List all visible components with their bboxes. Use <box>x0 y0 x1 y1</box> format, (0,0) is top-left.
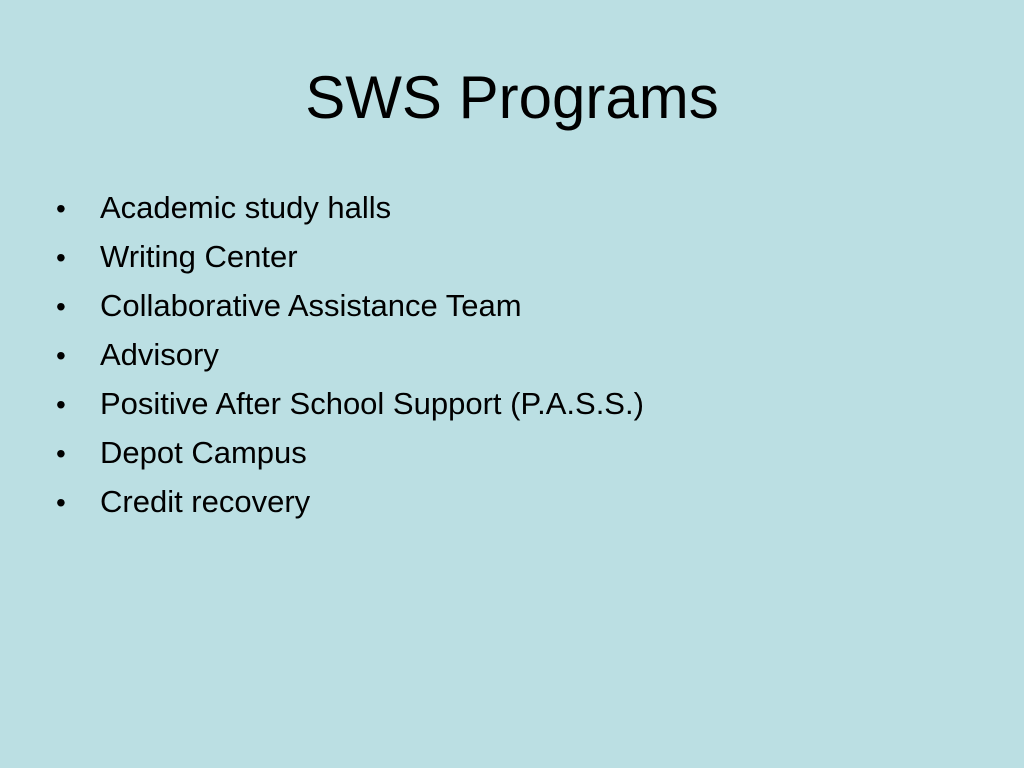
bullet-icon: • <box>56 291 66 322</box>
list-item-text: Writing Center <box>100 239 298 274</box>
bullet-icon: • <box>56 242 66 273</box>
list-item <box>56 232 644 281</box>
list-item <box>56 428 644 477</box>
list-item-text: Depot Campus <box>100 435 307 470</box>
list-item-text: Advisory <box>100 337 219 372</box>
bullet-icon: • <box>56 389 66 420</box>
list-item-text: Positive After School Support (P.A.S.S.) <box>100 386 644 421</box>
list-item <box>56 183 644 232</box>
bullet-icon: • <box>56 340 66 371</box>
list-item <box>56 477 644 526</box>
list-item <box>56 330 644 379</box>
slide-title: SWS Programs <box>305 64 719 131</box>
list-item <box>56 379 644 428</box>
bullet-list <box>56 183 644 526</box>
list-item-text: Credit recovery <box>100 484 311 519</box>
bullet-icon: • <box>56 193 66 224</box>
list-item-text: Collaborative Assistance Team <box>100 288 522 323</box>
bullet-icon: • <box>56 487 66 518</box>
list-item-text: Academic study halls <box>100 190 392 225</box>
bullet-icon: • <box>56 438 66 469</box>
list-item <box>56 281 644 330</box>
